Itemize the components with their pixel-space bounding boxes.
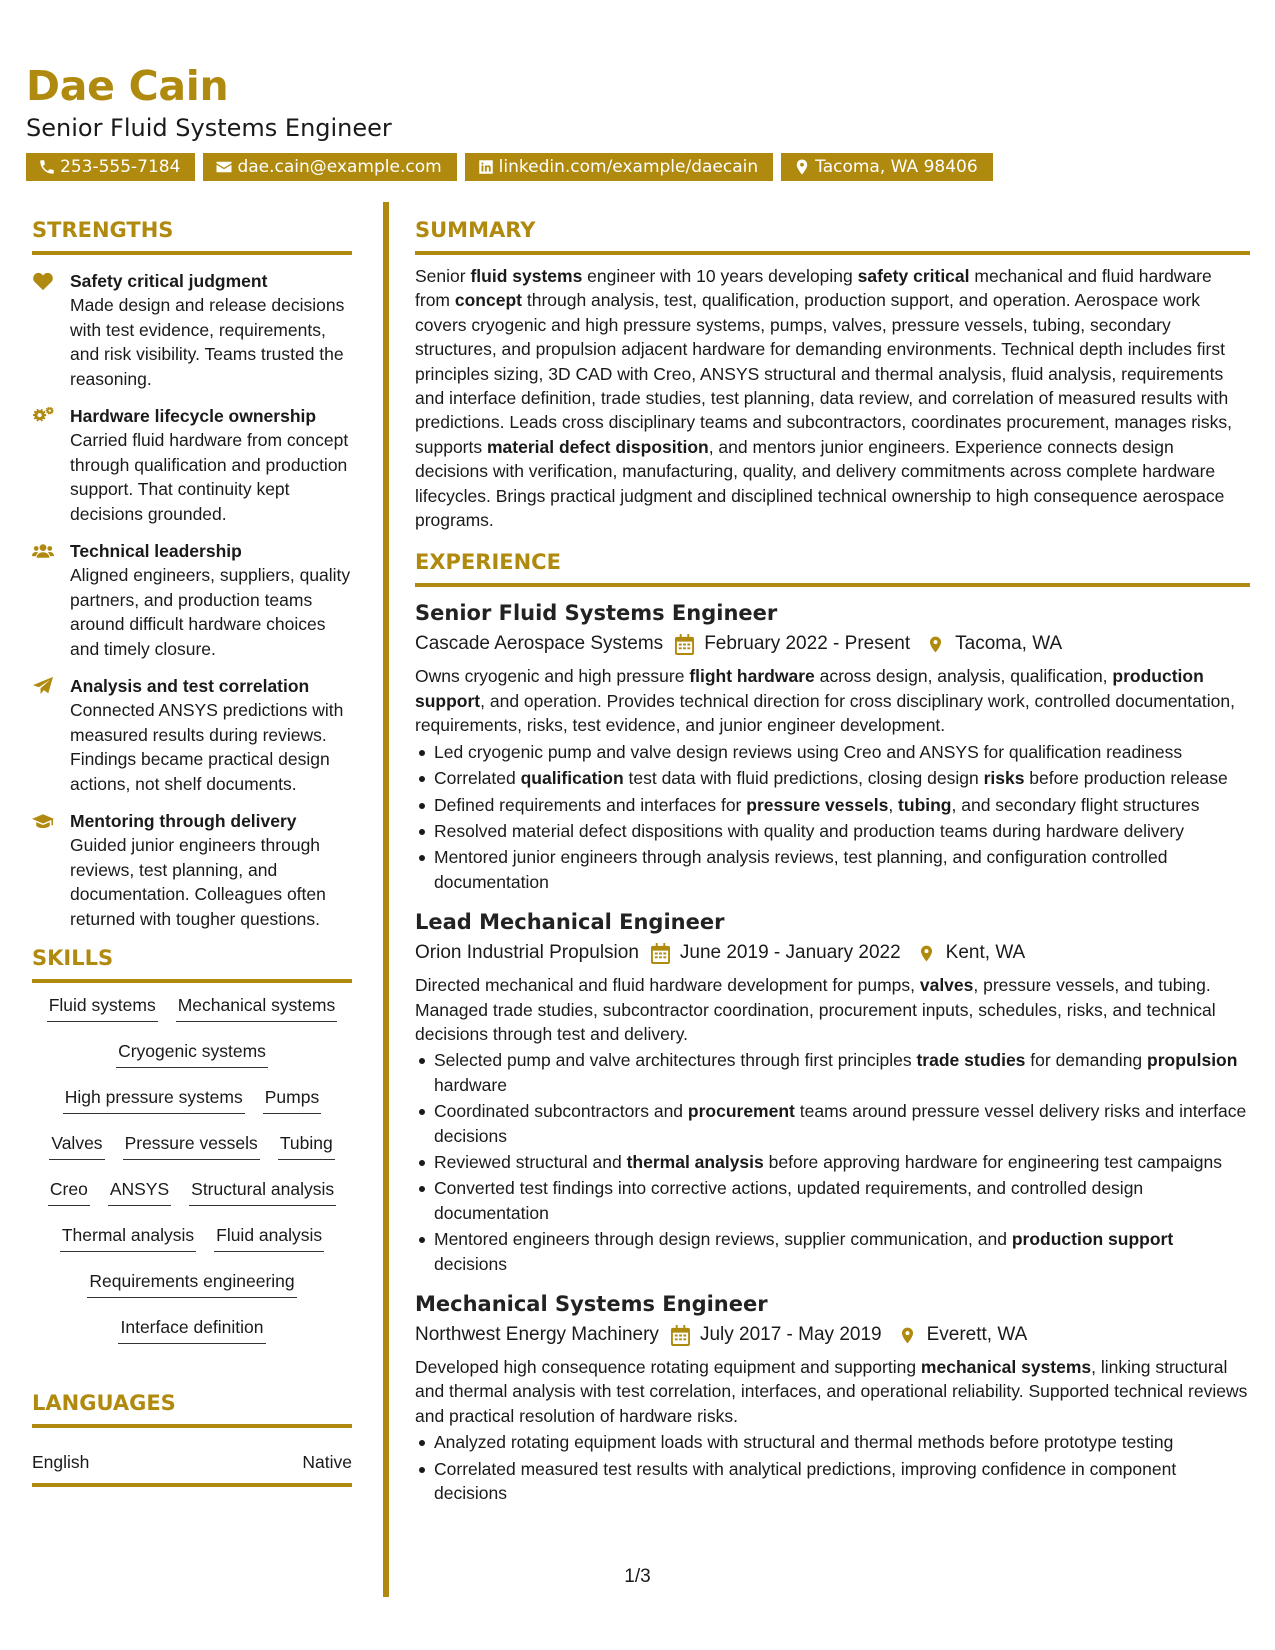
strength-item	[32, 269, 352, 391]
job-bullet: Reviewed structural and thermal analysis before approving hardware for engineering test campaigns	[415, 1150, 1250, 1174]
language-name: English	[32, 1452, 90, 1472]
strength-title: Analysis and test correlation	[70, 676, 310, 696]
strength-title: Mentoring through delivery	[70, 811, 297, 831]
strengths-heading: STRENGTHS	[32, 218, 174, 242]
strengths-rule	[32, 251, 352, 255]
contact-bar	[26, 153, 993, 181]
page-number: 1/3	[624, 1566, 651, 1587]
linkedin-contact[interactable]	[465, 153, 773, 181]
experience-heading: EXPERIENCE	[415, 550, 561, 575]
strength-item	[32, 404, 352, 526]
job-description: Developed high consequence rotating equipment and supporting mechanical systems, linking structural and thermal analysis with test correlation, interfaces, and operational reliability. Supported technical reviews and practical resolution of hardware risks.	[415, 1357, 1248, 1426]
calendar-icon	[651, 943, 670, 964]
language-level: Native	[302, 1452, 352, 1472]
skill-tag: ANSYS	[108, 1177, 171, 1206]
skill-tag: Pressure vessels	[123, 1131, 260, 1160]
skill-tag: Creo	[48, 1177, 90, 1206]
skill-tag: Mechanical systems	[176, 993, 338, 1022]
emphasis-text: risks	[983, 768, 1025, 789]
left-column	[32, 216, 352, 1487]
job-dates: June 2019 - January 2022	[679, 942, 901, 964]
strength-title: Safety critical judgment	[70, 271, 268, 291]
strength-desc: Guided junior engineers through reviews, test planning, and documentation. Colleagues often returned with tougher questions.	[70, 835, 326, 929]
skills-rule	[32, 979, 352, 983]
languages-heading: LANGUAGES	[32, 1391, 176, 1415]
heart-icon	[32, 271, 54, 291]
emphasis-text: thermal analysis	[626, 1151, 764, 1172]
skill-tag: Interface definition	[118, 1315, 265, 1344]
job-bullet: Led cryogenic pump and valve design reviews using Creo and ANSYS for qualification readiness	[415, 740, 1250, 764]
language-row	[32, 1450, 352, 1474]
email-text: dae.cain@example.com	[237, 157, 442, 177]
strength-item	[32, 809, 352, 931]
graduation-cap-icon	[32, 811, 54, 831]
skill-tag: Pumps	[263, 1085, 321, 1114]
job-bullet: Coordinated subcontractors and procurement teams around pressure vessel delivery risks and interface decisions	[415, 1099, 1250, 1148]
summary-heading: SUMMARY	[415, 218, 536, 242]
skills-section	[32, 944, 352, 1361]
phone-text: 253-555-7184	[60, 157, 181, 177]
emphasis-text: production support	[415, 666, 1204, 711]
job-bullets	[415, 1430, 1250, 1505]
job-bullet: Mentored engineers through design reviews, supplier communication, and production support decisions	[415, 1227, 1250, 1276]
job-description: Owns cryogenic and high pressure flight hardware across design, analysis, qualification, production support, and operation. Provides technical direction for cross disciplinary work, controlled documentation, requirements, risks, test evidence, and junior engineer development.	[415, 666, 1235, 736]
map-pin-icon	[898, 1325, 917, 1346]
skill-tag: Thermal analysis	[60, 1223, 196, 1252]
job-location: Tacoma, WA	[955, 633, 1063, 655]
map-pin-icon	[793, 158, 811, 176]
candidate-title: Senior Fluid Systems Engineer	[26, 114, 392, 142]
emphasis-text: concept	[454, 290, 522, 311]
job-bullet: Selected pump and valve architectures through first principles trade studies for demanding propulsion hardware	[415, 1048, 1250, 1097]
languages-section	[32, 1389, 352, 1487]
job-location: Kent, WA	[945, 942, 1026, 964]
job-dates: February 2022 - Present	[704, 633, 911, 655]
job-meta	[415, 630, 1250, 658]
phone-contact[interactable]	[26, 153, 195, 181]
users-icon	[32, 541, 54, 561]
job-bullet: Correlated measured test results with analytical predictions, improving confidence in component decisions	[415, 1457, 1250, 1506]
emphasis-text: flight hardware	[689, 666, 815, 687]
skill-tag: Structural analysis	[189, 1177, 336, 1206]
skill-tag: Fluid systems	[47, 993, 158, 1022]
job-bullet: Correlated qualification test data with fluid predictions, closing design risks before production release	[415, 766, 1250, 790]
calendar-icon	[671, 1325, 690, 1346]
skills-list	[32, 993, 352, 1361]
job-bullet: Defined requirements and interfaces for pressure vessels, tubing, and secondary flight structures	[415, 793, 1250, 817]
emphasis-text: pressure vessels	[746, 794, 889, 815]
job-entry	[415, 599, 1250, 894]
strength-desc: Made design and release decisions with test evidence, requirements, and risk visibility. Teams trusted the reasoning.	[70, 295, 345, 389]
right-column	[415, 216, 1250, 1507]
skills-heading: SKILLS	[32, 946, 114, 970]
summary-rule	[415, 251, 1250, 255]
company-name: Orion Industrial Propulsion	[415, 942, 639, 964]
job-bullets	[415, 740, 1250, 894]
emphasis-text: valves	[919, 975, 974, 996]
skill-tag: High pressure systems	[63, 1085, 245, 1114]
job-bullet: Converted test findings into corrective actions, updated requirements, and controlled design documentation	[415, 1176, 1250, 1225]
job-description: Directed mechanical and fluid hardware development for pumps, valves, pressure vessels, and tubing. Managed trade studies, subcontractor coordination, procurement inputs, schedules, risks, and technical decisions through test and delivery.	[415, 975, 1216, 1044]
emphasis-text: tubing	[898, 794, 952, 815]
emphasis-text: procurement	[687, 1101, 795, 1122]
linkedin-text: linkedin.com/example/daecain	[498, 157, 759, 177]
paper-plane-icon	[32, 676, 54, 696]
strength-item	[32, 539, 352, 661]
strength-desc: Connected ANSYS predictions with measured results during reviews. Findings became practical design actions, not shelf documents.	[70, 700, 344, 794]
emphasis-text: safety critical	[857, 266, 970, 286]
skill-tag: Fluid analysis	[214, 1223, 324, 1252]
job-title: Mechanical Systems Engineer	[415, 1292, 768, 1316]
languages-rule	[32, 1424, 352, 1428]
email-contact[interactable]	[203, 153, 456, 181]
location-text: Tacoma, WA 98406	[815, 157, 978, 177]
emphasis-text: fluid systems	[470, 266, 583, 286]
emphasis-text: production support	[1011, 1229, 1174, 1250]
envelope-icon	[215, 158, 233, 176]
linkedin-icon	[477, 158, 495, 176]
strength-desc: Carried fluid hardware from concept through qualification and production support. That continuity kept decisions grounded.	[70, 430, 349, 524]
job-location: Everett, WA	[926, 1324, 1028, 1345]
experience-rule	[415, 583, 1250, 587]
emphasis-text: trade studies	[916, 1050, 1026, 1071]
summary-section	[415, 216, 1250, 532]
gears-icon	[32, 406, 54, 426]
strengths-section	[32, 216, 352, 931]
emphasis-text: qualification	[520, 768, 624, 789]
summary-text: Senior fluid systems engineer with 10 years developing safety critical mechanical and fluid hardware from concept through analysis, test, qualification, production support, and operation. Aerospace work covers cryogenic and high pressure systems, pumps, valves, pressure vessels, tubing, secondary structures, and propulsion adjacent hardware for demanding environments. Technical depth includes first principles sizing, 3D CAD with Creo, ANSYS structural and thermal analysis, fluid analysis, requirements and interface definition, trade studies, test planning, data review, and correlation of measured results with predictions. Leads cross disciplinary teams and subcontractors, coordinates procurement, manages risks, supports material defect disposition, and mentors junior engineers. Experience connects design decisions with verification, manufacturing, quality, and delivery commitments across complete hardware lifecycles. Brings practical judgment and disciplined technical ownership to high consequence aerospace programs.	[415, 266, 1233, 531]
map-pin-icon	[917, 943, 936, 964]
map-pin-icon	[926, 634, 945, 655]
column-divider	[383, 202, 389, 1597]
language-proficiency-bar	[32, 1483, 352, 1487]
skill-tag: Cryogenic systems	[116, 1039, 268, 1068]
experience-section	[415, 548, 1250, 1505]
calendar-icon	[675, 634, 694, 655]
job-meta	[415, 939, 1250, 967]
job-title: Lead Mechanical Engineer	[415, 910, 725, 935]
strengths-list	[32, 269, 352, 931]
emphasis-text: mechanical systems	[920, 1357, 1092, 1377]
skill-tag: Tubing	[278, 1131, 335, 1160]
emphasis-text: propulsion	[1147, 1050, 1238, 1071]
skill-tag: Requirements engineering	[87, 1269, 296, 1298]
job-bullet: Analyzed rotating equipment loads with structural and thermal methods before prototype testing	[415, 1430, 1250, 1454]
strength-title: Technical leadership	[70, 541, 242, 561]
job-entry	[415, 1290, 1250, 1505]
job-title: Senior Fluid Systems Engineer	[415, 601, 778, 626]
strength-title: Hardware lifecycle ownership	[70, 406, 317, 426]
company-name: Northwest Energy Machinery	[415, 1324, 659, 1345]
resume-header	[26, 62, 993, 181]
skill-tag: Valves	[49, 1131, 104, 1160]
job-bullet: Mentored junior engineers through analysis reviews, test planning, and configuration controlled documentation	[415, 845, 1250, 894]
strength-item	[32, 674, 352, 796]
job-bullet: Resolved material defect dispositions with quality and production teams during hardware delivery	[415, 819, 1250, 843]
candidate-name: Dae Cain	[26, 62, 229, 110]
strength-desc: Aligned engineers, suppliers, quality partners, and production teams around difficult hardware choices and timely closure.	[70, 565, 351, 659]
job-entry	[415, 908, 1250, 1276]
company-name: Cascade Aerospace Systems	[415, 633, 664, 655]
job-meta	[415, 1321, 1250, 1349]
job-dates: July 2017 - May 2019	[699, 1324, 882, 1345]
location-contact	[781, 153, 993, 181]
job-bullets	[415, 1048, 1250, 1276]
phone-icon	[38, 158, 56, 176]
emphasis-text: material defect disposition	[486, 436, 709, 457]
